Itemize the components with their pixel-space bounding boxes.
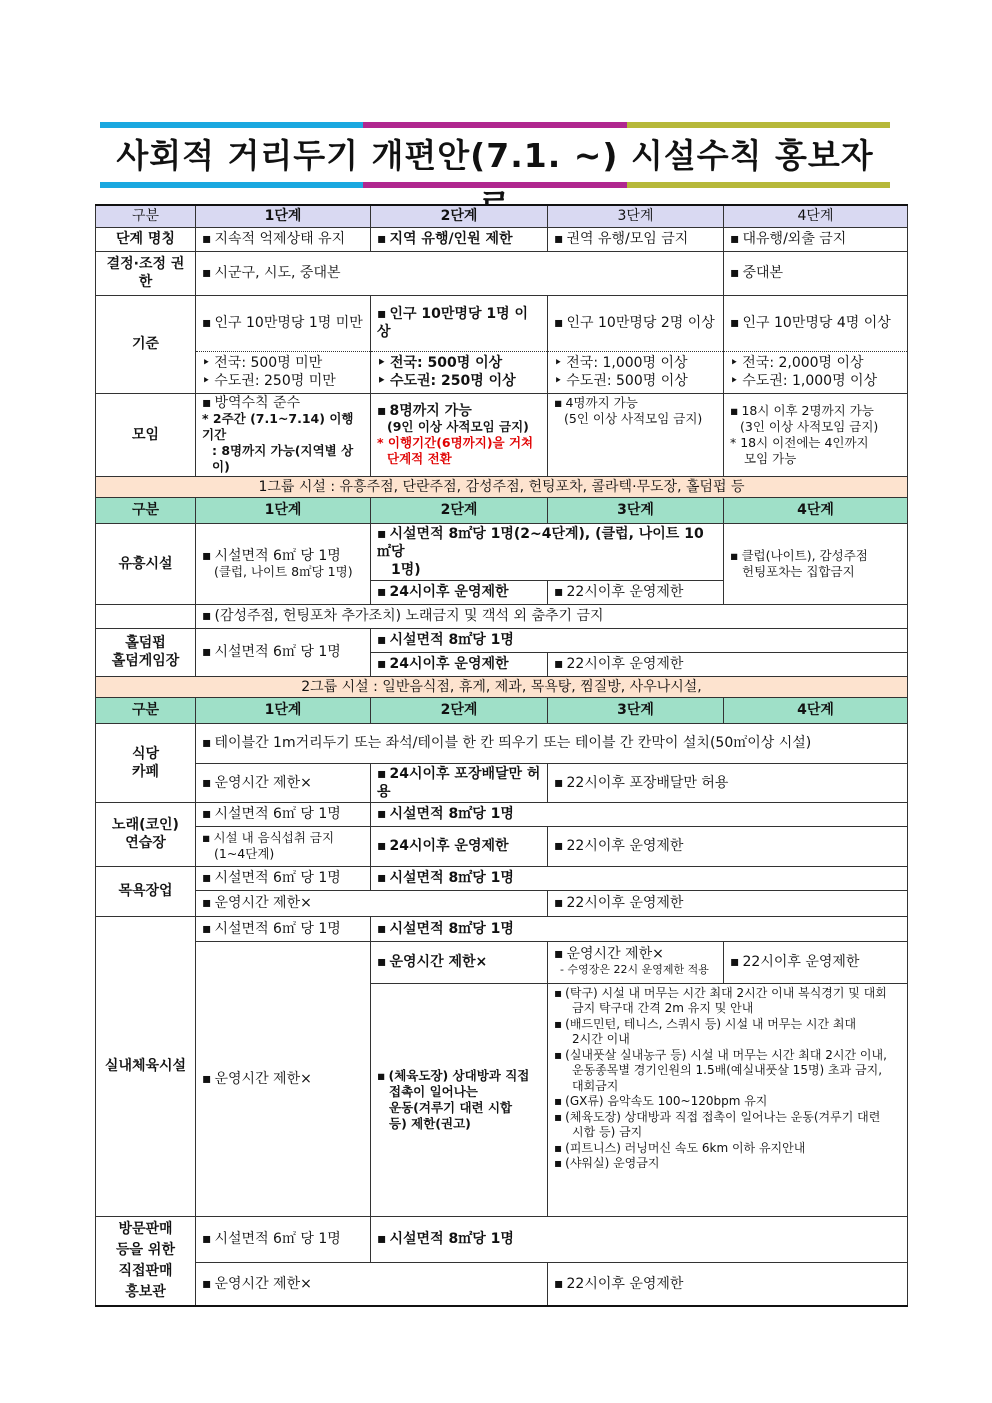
header-stage4: 4단계: [724, 697, 908, 723]
cell-text: ▪ 22시이후 운영제한: [554, 895, 683, 911]
row-label: 홍보관: [125, 1283, 166, 1300]
cell-text: ‣ 수도권: 250명 미만: [202, 372, 364, 390]
cell-text: (1~4단계): [214, 846, 275, 861]
cell-text: ▪ 운영시간 제한×: [202, 775, 312, 791]
group2-row: [96, 676, 908, 697]
header-row: [96, 205, 908, 227]
bath-row: [96, 866, 908, 890]
cell-text: * 2주간 (7.1~7.14) 이행기간: [202, 410, 354, 442]
row-label: 실내체육시설: [96, 916, 196, 1216]
gathering-row: [96, 393, 908, 476]
cell-text: ▪ (체육도장) 상대방과 직접: [377, 1068, 541, 1084]
cell-text: ▪ (피트니스) 러닝머신 속도 6km 이하 유지안내: [554, 1141, 901, 1157]
row-label: 유흥시설: [96, 523, 196, 604]
cell-text: ▪ 테이블간 1m거리두기 또는 좌석/테이블 한 칸 띄우기 또는 테이블 간 칸막이 설치(50㎡이상 시설): [202, 735, 811, 751]
cell-text: 헌팅포차는 집합금지: [742, 563, 855, 579]
criteria-row: [96, 295, 908, 351]
cell-text: (클럽, 나이트 8㎡당 1명): [214, 563, 353, 579]
karaoke-row-2: [96, 826, 908, 866]
cell-text: ▪ 지속적 억제상태 유지: [202, 231, 345, 247]
cell-text: ▪ 대유행/외출 금지: [730, 231, 846, 247]
cell-text: ▪ 22시이후 운영제한: [554, 584, 683, 600]
cell-text: ▪ 중대본: [730, 265, 783, 281]
page-title: 사회적 거리두기 개편안(7.1. ~) 시설수칙 홍보자: [116, 136, 874, 175]
cell-text: ▪ 22시이후 포장배달만 허용: [554, 775, 728, 791]
row-label: 단계 명칭: [96, 227, 196, 251]
cell-text: ‣ 수도권: 250명 이상: [377, 372, 541, 390]
header-category: 구분: [96, 205, 196, 227]
header-row-3: [96, 697, 908, 723]
cell-text: * 18시 이전에는 4인까지: [730, 434, 869, 450]
cell-text: ▪ 시군구, 시도, 중대본: [202, 265, 341, 281]
cell-text: ▪ 시설면적 6㎡ 당 1명: [202, 1231, 341, 1247]
header-stage1: 1단계: [196, 697, 371, 723]
cell-text: ▪ 시설면적 8㎡당 1명: [377, 806, 514, 822]
cell-text: ▪ (배드민턴, 테니스, 스쿼시 등) 시설 내 머무는 시간 최대: [554, 1017, 901, 1033]
title-bar-top: [100, 122, 890, 128]
cell-text: ▪ 클럽(나이트), 감성주점: [730, 548, 901, 564]
cell-text: - 수영장은 22시 운영제한 적용: [560, 963, 709, 976]
entertainment-row-3: [96, 604, 908, 628]
cell-text: ▪ 시설면적 6㎡ 당 1명: [202, 870, 341, 886]
header-stage3: 3단계: [548, 205, 724, 227]
cell-text: ▪ 8명까지 가능: [377, 403, 541, 419]
title-block: [100, 122, 890, 190]
cell-text: ▪ (실내풋살 실내농구 등) 시설 내 머무는 시간 최대 2시간 이내,: [554, 1048, 901, 1064]
cell-text: ▪ 권역 유행/모임 금지: [554, 231, 688, 247]
row-label: 모임: [96, 393, 196, 476]
row-label: 직접판매: [118, 1262, 173, 1279]
cell-text: ▪ 운영시간 제한×: [377, 954, 487, 970]
cell-text: ▪ 방역수칙 준수: [202, 395, 364, 411]
cell-text: 1명): [391, 561, 421, 578]
header-stage4: 4단계: [724, 205, 908, 227]
cell-text: ▪ 운영시간 제한×: [202, 1071, 312, 1087]
row-label: 노래(코인): [112, 817, 179, 833]
restaurant-row-2: [96, 763, 908, 802]
cell-text: ▪ (감성주점, 헌팅포차 추가조치) 노래금지 및 객석 외 춤추기 금지: [202, 608, 604, 624]
cell-text: ▪ 운영시간 제한×: [202, 895, 312, 911]
cell-text: ▪ 시설면적 6㎡ 당 1명: [202, 806, 341, 822]
row-label: 식당: [131, 745, 160, 762]
cell-text: ‣ 수도권: 500명 이상: [554, 372, 717, 390]
cell-text: (5인 이상 사적모임 금지): [564, 410, 703, 426]
cell-text: ▪ 24시이후 운영제한: [377, 584, 509, 600]
cell-text: : 8명까지 가능(지역별 상이): [212, 442, 354, 474]
row-label: 등을 위한: [116, 1241, 175, 1258]
cell-text: ▪ 시설면적 8㎡당 1명: [377, 921, 514, 937]
row-label: 카페: [131, 763, 160, 780]
cell-text: ▪ (탁구) 시설 내 머무는 시간 최대 2시간 이내 복식경기 및 대회: [554, 986, 901, 1002]
cell-text: 대회금지: [572, 1078, 619, 1093]
cell-text: ▪ 22시이후 운영제한: [554, 656, 683, 672]
cell-text: ▪ 시설면적 6㎡ 당 1명: [202, 921, 341, 937]
row-label: 방문판매: [118, 1220, 173, 1237]
cell-text: ▪ 22시이후 운영제한: [554, 838, 683, 854]
cell-text: ‣ 전국: 500명 미만: [202, 354, 364, 372]
sales-row-2: [96, 1262, 908, 1306]
cell-text: ▪ 인구 10만명당 4명 이상: [730, 315, 891, 331]
cell-text: ▪ 시설면적 8㎡당 1명: [377, 632, 514, 648]
sports-row: [96, 916, 908, 941]
cell-text: 운동종목별 경기인원의 1.5배(예실내풋살 15명) 초과 금지,: [572, 1063, 883, 1077]
cell-text: ▪ 운영시간 제한×: [202, 1276, 312, 1292]
karaoke-row: [96, 802, 908, 826]
header-stage3: 3단계: [548, 497, 724, 523]
cell-text: ▪ 4명까지 가능: [554, 395, 717, 411]
cell-text: ▪ 24시이후 운영제한: [377, 838, 509, 854]
cell-text: ▪ 인구 10만명당 2명 이상: [554, 315, 715, 331]
sports-row-2: [96, 941, 908, 983]
header-row-2: [96, 497, 908, 523]
cell-text: ▪ 시설 내 음식섭취 금지: [202, 830, 364, 846]
cell-text: ‣ 전국: 1,000명 이상: [554, 354, 717, 372]
cell-text: ▪ 시설면적 6㎡ 당 1명: [202, 548, 364, 564]
header-category: 구분: [96, 697, 196, 723]
distancing-table: [95, 204, 908, 1307]
cell-text: ▪ 시설면적 8㎡당 1명: [377, 870, 514, 886]
cell-text: 등) 제한(권고): [389, 1115, 471, 1131]
cell-text: ‣ 전국: 2,000명 이상: [730, 354, 901, 372]
cell-text: (3인 이상 사적모임 금지): [740, 418, 879, 434]
cell-text: ▪ 시설면적 8㎡당 1명: [377, 1231, 514, 1247]
row-label: 홀덤게임장: [111, 653, 180, 669]
cell-text: 금지 탁구대 간격 2m 유지 및 안내: [572, 1001, 754, 1015]
cell-text: (9인 이상 사적모임 금지): [387, 418, 529, 434]
cell-text: ▪ 시설면적 6㎡ 당 1명: [202, 644, 341, 660]
authority-row: [96, 251, 908, 295]
cell-text: ▪ 18시 이후 2명까지 가능: [730, 403, 901, 419]
header-stage1: 1단계: [196, 497, 371, 523]
header-category: 구분: [96, 497, 196, 523]
cell-text: ▪ 인구 10만명당 1명 이상: [377, 306, 528, 340]
group1-title: 1그룹 시설 : 유흥주점, 단란주점, 감성주점, 헌팅포차, 콜라텍·무도장, 홀덤펍 등: [96, 476, 908, 497]
group1-row: [96, 476, 908, 497]
cell-text: ▪ 인구 10만명당 1명 미만: [202, 315, 363, 331]
row-label: 홀덤펍: [125, 635, 166, 651]
header-stage4: 4단계: [724, 497, 908, 523]
criteria-detail-row: [96, 351, 908, 393]
sales-row: [96, 1216, 908, 1262]
title-bar-bottom: [100, 182, 890, 188]
stage-name-row: [96, 227, 908, 251]
header-stage3: 3단계: [548, 697, 724, 723]
cell-text: * 이행기간(6명까지)을 거쳐: [377, 434, 534, 450]
cell-text: ▪ 지역 유행/인원 제한: [377, 231, 513, 247]
cell-text: 시합 등) 금지: [572, 1125, 643, 1139]
row-label: 목욕장업: [96, 866, 196, 916]
row-label: 결정·조정 권한: [96, 251, 196, 295]
cell-text: 운동(겨루기 대련 시합: [389, 1099, 513, 1115]
header-stage1: 1단계: [196, 205, 371, 227]
cell-text: 접촉이 일어나는: [389, 1083, 478, 1099]
cell-text: ▪ 24시이후 운영제한: [377, 656, 509, 672]
cell-text: ▪ (GX류) 음악속도 100~120bpm 유지: [554, 1094, 901, 1110]
restaurant-row: [96, 723, 908, 763]
bath-row-2: [96, 890, 908, 916]
row-label: 기준: [96, 295, 196, 393]
cell-text: ▪ (체육도장) 상대방과 직접 접촉이 일어나는 운동(겨루기 대련: [554, 1110, 901, 1126]
cell-text: ‣ 전국: 500명 이상: [377, 354, 541, 372]
cell-text: 단계적 전환: [387, 450, 452, 466]
cell-text: ▪ 24시이후 포장배달만 허용: [377, 766, 540, 800]
header-stage2: 2단계: [371, 497, 548, 523]
group2-title: 2그룹 시설 : 일반음식점, 휴게, 제과, 목욕탕, 찜질방, 사우나시설,: [96, 676, 908, 697]
cell-text: ▪ 시설면적 8㎡당 1명(2~4단계), (클럽, 나이트 10㎡당: [377, 525, 717, 561]
row-label: 연습장: [125, 835, 166, 851]
cell-text: ▪ 22시이후 운영제한: [730, 954, 859, 970]
cell-text: ‣ 수도권: 1,000명 이상: [730, 372, 901, 390]
cell-text: ▪ 운영시간 제한×: [554, 947, 717, 963]
cell-text: ▪ 22시이후 운영제한: [554, 1276, 683, 1292]
cell-text: 모임 가능: [744, 450, 797, 466]
holdem-row: [96, 628, 908, 652]
cell-text: ▪ (샤워실) 운영금지: [554, 1156, 901, 1172]
cell-text: 2시간 이내: [572, 1032, 630, 1046]
entertainment-row: [96, 523, 908, 580]
header-stage2: 2단계: [371, 697, 548, 723]
header-stage2: 2단계: [371, 205, 548, 227]
